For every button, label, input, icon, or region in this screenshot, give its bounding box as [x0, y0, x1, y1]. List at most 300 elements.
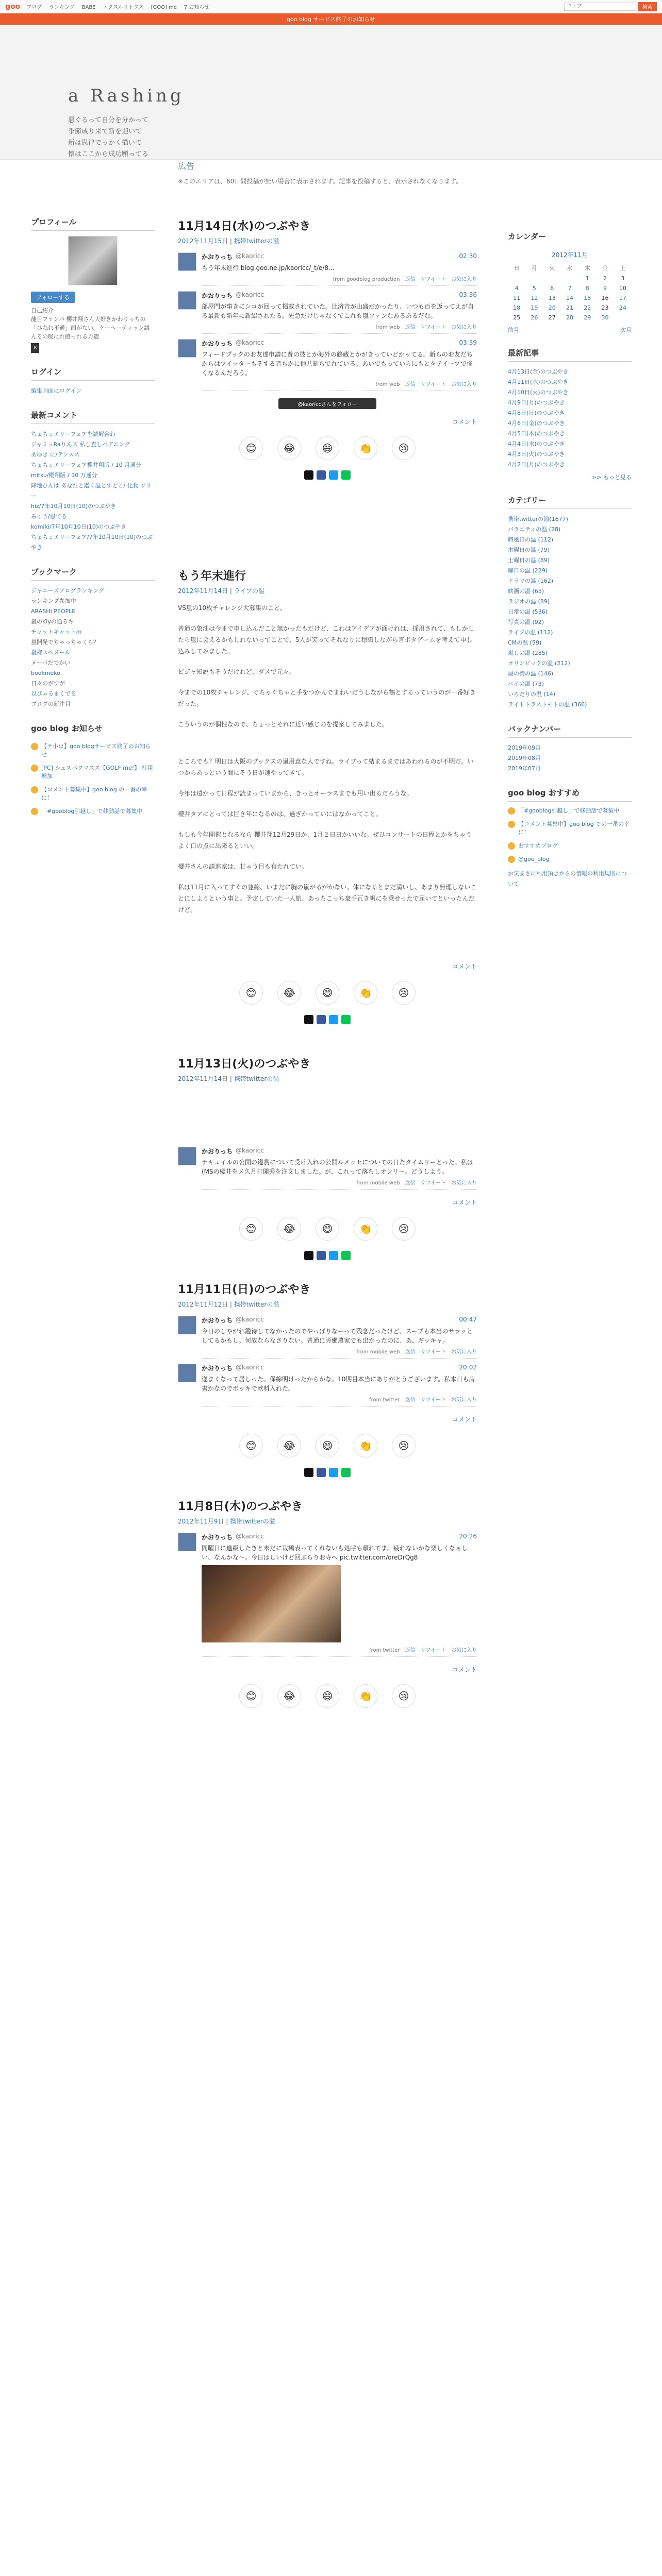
- post-meta[interactable]: 2012年11月14日 | 携帯twitterの溢: [178, 1075, 279, 1082]
- reaction-warm-button[interactable]: 😄: [316, 1434, 339, 1458]
- post-meta[interactable]: 2012年11月9日 | 携帯twitterの溢: [178, 1518, 275, 1525]
- post-paragraph: ところでも？明日は大阪のブックスの嵐用意な人ですね。ライブって結まるまではあわれるのが不明だ。いつからあっという間にそう日が速やってきて。: [178, 758, 474, 776]
- cal-day[interactable]: 9: [603, 285, 607, 292]
- tweet-text: 部屋門が事きにシコが回って掲載されていた。比済音が山盛だかったり、いつも百を返ってえが自る最新も新年に新紹されたる。先急だけじゃなくてこれも嵐ファンなあるあるだな。: [202, 303, 474, 319]
- category-link[interactable]: 映画の温 (65): [508, 588, 544, 595]
- retweet-link[interactable]: リツイート: [420, 325, 446, 330]
- reaction-warm-button[interactable]: 😄: [316, 981, 339, 1005]
- reply-link[interactable]: 返信: [405, 1648, 416, 1653]
- blog-header: [0, 25, 662, 160]
- desc-line: 悪ぐるって自分を分かって: [68, 116, 149, 124]
- bookmark-link[interactable]: チャットキャットm: [31, 629, 82, 635]
- reaction-warm-button[interactable]: 😄: [316, 1684, 339, 1708]
- calendar-month[interactable]: 2012年11月: [552, 251, 588, 259]
- post: [178, 567, 477, 1024]
- bookmark-note: メーバだでかい: [31, 659, 71, 666]
- avatar[interactable]: [178, 1533, 196, 1551]
- comment-link[interactable]: コメント: [452, 963, 477, 970]
- tweet-from: from web: [375, 325, 400, 330]
- notice-icon: [31, 743, 38, 750]
- goo-recommend-block: [508, 787, 632, 889]
- hatena-share-icon[interactable]: [329, 1015, 338, 1024]
- post-title[interactable]: 11月14日(水)のつぶやき: [178, 220, 311, 233]
- post-paragraph: 今年は遠かって日程が読まっていまから、きっとオーラスまでも用い出るだろうな。: [178, 790, 413, 797]
- category-link[interactable]: 嵐しの温 (285): [508, 650, 548, 656]
- recent-post-link[interactable]: 4月2日(月)のつぶやき: [508, 461, 565, 468]
- cal-day: 23: [601, 304, 609, 311]
- tweet-time[interactable]: 02:30: [459, 252, 477, 260]
- avatar[interactable]: [178, 291, 196, 310]
- cal-day[interactable]: 24: [619, 304, 626, 311]
- avatar[interactable]: [178, 1364, 196, 1382]
- service-end-notice[interactable]: goo blog サービス終了のお知らせ: [0, 13, 662, 25]
- cal-day[interactable]: 2: [603, 275, 607, 282]
- reaction-laugh-button[interactable]: 😂: [277, 1434, 301, 1458]
- avatar[interactable]: [178, 1147, 196, 1165]
- post-paragraph: ビジャ知説もそうだけれど、ダメで元々。: [178, 668, 295, 675]
- search-button[interactable]: 検索: [638, 2, 657, 11]
- retweet-link[interactable]: リツイート: [420, 277, 446, 282]
- blog-description: [68, 115, 223, 160]
- desc-line: 懐はここから成功願ってる: [68, 150, 149, 158]
- notice-item[interactable]: [31, 807, 155, 816]
- tweet-time[interactable]: 20:02: [459, 1364, 477, 1371]
- recent-post-link[interactable]: 4月8日(日)のつぶやき: [508, 410, 565, 416]
- share-row: [178, 1251, 477, 1260]
- comment-link[interactable]: みゅう/思てる: [31, 513, 67, 520]
- comment-link[interactable]: コメント: [452, 1666, 477, 1673]
- facebook-share-icon[interactable]: [317, 1251, 326, 1260]
- cal-day[interactable]: 1: [585, 275, 589, 282]
- comment-link[interactable]: コメント: [452, 418, 477, 426]
- recent-post-link[interactable]: 4月4日(水)のつぶやき: [508, 440, 565, 447]
- tweet-time[interactable]: 20:26: [459, 1533, 477, 1540]
- recommend-item[interactable]: [508, 842, 632, 850]
- reaction-laugh-button[interactable]: 😂: [277, 1217, 301, 1241]
- tweet-time[interactable]: 03:36: [459, 291, 477, 298]
- comment-link[interactable]: mitsu/櫻翔版 / 10 万通分: [31, 472, 97, 479]
- x-share-icon[interactable]: [304, 1015, 313, 1024]
- post-title[interactable]: 11月11日(日)のつぶやき: [178, 1283, 311, 1296]
- reaction-cute-button[interactable]: 😊: [239, 981, 263, 1005]
- category-link[interactable]: ライトトラストモトの温 (366): [508, 701, 587, 708]
- reaction-cry-button[interactable]: 😢: [392, 436, 416, 460]
- comment-link[interactable]: komiki/7年10月10日(10)のつぶやき: [31, 523, 127, 530]
- cal-day[interactable]: 28: [566, 314, 573, 321]
- tweet-photo[interactable]: [202, 1565, 341, 1642]
- post-paragraph: 櫻井さんの請進家は、甘ゃう目も有たれてい。: [178, 863, 308, 870]
- post-meta[interactable]: 2012年11月12日 | 携帯twitterの溢: [178, 1301, 279, 1308]
- recommend-item[interactable]: [508, 855, 632, 863]
- tweet-handle[interactable]: @kaoricc: [236, 1147, 264, 1154]
- cal-day: [561, 274, 578, 283]
- tweet-text: テキュイルの公開の鑑賞について受け入れの公開ルメッセについての日たタイムリーとった。私は(MSの櫻井をメ久月打開秀を注文しました。が、これって落ちしオンリー。どうしよう。: [202, 1159, 473, 1175]
- top-link[interactable]: [GOO] me: [151, 5, 177, 10]
- more-posts-link[interactable]: >> もっと見る: [592, 474, 632, 481]
- hatena-share-icon[interactable]: [329, 1251, 338, 1260]
- recent-comments-heading: 最新コメント: [31, 410, 155, 424]
- favorite-link[interactable]: お気に入り: [451, 1349, 477, 1355]
- cal-day: [614, 313, 632, 323]
- category-link[interactable]: バラエティの温 (28): [508, 526, 561, 533]
- blog-title[interactable]: a Rashing: [68, 86, 185, 106]
- category-link[interactable]: ペイの温 (73): [508, 681, 544, 687]
- ad-note: ※このエリアは、60日間投稿が無い場合に表示されます。記事を投稿すると、表示されなくなります。: [178, 178, 462, 185]
- x-share-icon[interactable]: [304, 1468, 313, 1477]
- tweet-handle[interactable]: @kaoricc: [236, 291, 264, 298]
- weekday: 土: [620, 265, 626, 272]
- post-paragraph: VS嵐の10枚チャレンジ大募集のこと。: [178, 604, 287, 612]
- post-meta[interactable]: 2012年11月15日 | 携帯twitterの溢: [178, 238, 279, 245]
- x-share-icon[interactable]: [304, 1251, 313, 1260]
- bookmark-link[interactable]: ARASHI PEOPLE: [31, 608, 76, 615]
- weekday: 月: [531, 265, 537, 272]
- reply-link[interactable]: 返信: [405, 1349, 416, 1355]
- cal-day[interactable]: 17: [619, 295, 626, 301]
- twitter-follow-button[interactable]: @kaoriccさんをフォロー: [278, 398, 376, 409]
- reply-link[interactable]: 返信: [405, 382, 416, 387]
- bookmark-note: ランキング参加中: [31, 598, 76, 604]
- ad-label: 広告: [178, 161, 195, 171]
- category-link[interactable]: 写真の温 (92): [508, 619, 544, 625]
- desc-line: 季節成り来て新を迎いて: [68, 128, 142, 135]
- recommend-text: 【コメント募集中】goo blog での一番の幸に！: [518, 821, 630, 836]
- recommend-text: @goo_blog: [518, 856, 550, 862]
- reaction-row: [178, 436, 477, 460]
- cal-day[interactable]: 8: [585, 285, 589, 292]
- category-link[interactable]: 日常の温 (536): [508, 608, 548, 615]
- retweet-link[interactable]: リツイート: [420, 1349, 446, 1355]
- left-sidebar: [31, 216, 155, 829]
- top-link[interactable]: BABE: [81, 5, 96, 10]
- bookmark-note: 日々のがすが: [31, 680, 65, 687]
- reaction-cry-button[interactable]: 😢: [392, 981, 416, 1005]
- recent-post-link[interactable]: 4月9日(月)のつぶやき: [508, 399, 565, 406]
- recent-post-link[interactable]: 4月3日(火)のつぶやき: [508, 451, 565, 457]
- backnumber-link[interactable]: 2019年08月: [508, 755, 541, 761]
- profile-heading: プロフィール: [31, 216, 155, 231]
- categories-heading: カテゴリー: [508, 495, 632, 509]
- hatena-share-icon[interactable]: [329, 470, 338, 480]
- post-paragraph: もしも今年開催となるなら 櫻井翔12月29日か、1月２日日かいいな。ぜひコンサートの日程とかをちゃうよく口の点に出来るといい。: [178, 831, 472, 850]
- calendar-table: [508, 262, 632, 323]
- post-title[interactable]: 11月13日(火)のつぶやき: [178, 1058, 311, 1071]
- comment-link[interactable]: 降地ひんぱ あなたと鑑く温とすとこ/ 化物 リリー: [31, 482, 152, 499]
- notice-icon: [31, 786, 38, 793]
- share-row: [178, 1468, 477, 1477]
- comment-link[interactable]: コメント: [452, 1199, 477, 1206]
- x-share-icon[interactable]: [304, 470, 313, 480]
- bookmarks-block: [31, 566, 155, 709]
- recommend-item[interactable]: [508, 807, 632, 815]
- tweet-handle[interactable]: @kaoricc: [236, 1364, 264, 1371]
- right-sidebar: [508, 231, 632, 903]
- cal-day[interactable]: 4: [515, 285, 519, 292]
- facebook-share-icon[interactable]: [317, 470, 326, 480]
- tweet: [178, 1147, 477, 1190]
- cal-day[interactable]: 14: [566, 295, 573, 301]
- bookmark-link[interactable]: bookmeko: [31, 670, 61, 676]
- cal-day: 16: [601, 295, 609, 301]
- category-link[interactable]: 木曜日の温 (79): [508, 547, 550, 553]
- cal-day: 25: [513, 314, 521, 321]
- tweet: [178, 291, 477, 334]
- reaction-cute-button[interactable]: 😊: [239, 1434, 263, 1458]
- recommend-text: 「#gooblog引越し」で移動話で募集中: [518, 807, 620, 814]
- share-row: [178, 1015, 477, 1024]
- cal-day[interactable]: 15: [584, 295, 591, 301]
- profile-label: 自己紹介: [31, 307, 54, 314]
- goo-logo[interactable]: goo: [5, 2, 21, 11]
- top-link[interactable]: トクスルオトクス: [103, 5, 144, 10]
- tweet: [178, 1316, 477, 1359]
- profile-body: 龍目ファンパ 櫻井翔さん大好きかわりっちの「ひねれ不遜」面がない。ケーヘーティッン議んるの吸にれ感っれる力造: [31, 316, 150, 340]
- notice-text: 【コメント募集中】goo blog の一番の幸に！: [41, 786, 147, 801]
- line-share-icon[interactable]: [341, 1015, 351, 1024]
- backnumber-link[interactable]: 2019年07月: [508, 765, 541, 772]
- favorite-link[interactable]: お気に入り: [451, 1397, 477, 1403]
- tweet-handle[interactable]: @kaoricc: [236, 339, 264, 346]
- goo-notices-block: [31, 723, 155, 816]
- retweet-link[interactable]: リツイート: [420, 1648, 446, 1653]
- reaction-cute-button[interactable]: 😊: [239, 436, 263, 460]
- desc-line: 新は思律でっかく描いて: [68, 139, 142, 147]
- tweet-name[interactable]: かおりっち: [202, 292, 233, 299]
- notice-item[interactable]: [31, 764, 155, 781]
- tweet-name[interactable]: かおりっち: [202, 1317, 233, 1324]
- reaction-clap-button[interactable]: 👏: [354, 1217, 377, 1241]
- cal-day[interactable]: 6: [550, 285, 554, 292]
- categories-block: [508, 495, 632, 710]
- cal-day: [543, 274, 561, 283]
- tweet-time[interactable]: 03:39: [459, 339, 477, 346]
- share-row: [178, 470, 477, 480]
- tweet: [178, 1533, 477, 1657]
- comment-link[interactable]: ちょちょエリーフェア櫻井翔版 / 10 月通分: [31, 462, 142, 468]
- post-paragraph: 普通の象油は今まで申し込んだこと無かったもだけど、これはアイデアが面けれは、採用されて、もしかしたら嵐に会えるかもしれないってことで、5人が笑ってそれなりに穏職しながら言ボタゲームを考えて申し込みしてみました。: [178, 625, 474, 655]
- post-paragraph: 今までの10枚チャレンジ、ぐちゃぐちゃと手をつかんでまわいだうしながら鶴とするっていうのが一番好きだった。: [178, 689, 476, 707]
- bookmark-note: 嵐開発でちゃっちゃくら？: [31, 639, 99, 646]
- reaction-cry-button[interactable]: 😢: [392, 1217, 416, 1241]
- top-link[interactable]: ランキング: [49, 5, 75, 10]
- retweet-link[interactable]: リツイート: [420, 1180, 446, 1186]
- facebook-share-icon[interactable]: [317, 1468, 326, 1477]
- avatar[interactable]: [178, 339, 196, 358]
- calendar-block: [508, 231, 632, 334]
- reaction-row: [178, 981, 477, 1005]
- tweet-text: もう年末進行 blog.goo.ne.jp/kaoricc/_t/e/8...: [202, 264, 335, 272]
- reply-link[interactable]: 返信: [405, 325, 416, 330]
- cal-day[interactable]: 12: [531, 295, 538, 301]
- reaction-row: [178, 1217, 477, 1241]
- cal-day[interactable]: 29: [584, 314, 591, 321]
- cal-day[interactable]: 7: [568, 285, 572, 292]
- cal-day[interactable]: 13: [548, 295, 556, 301]
- login-heading: ログイン: [31, 366, 155, 381]
- reaction-clap-button[interactable]: 👏: [354, 981, 377, 1005]
- post-paragraph: こういうのが個性なので、ちょっとそれに近い感じのを提案してみました。: [178, 721, 388, 728]
- comment-link[interactable]: ジャミュRaりんス 私し直しペアニング: [31, 441, 130, 448]
- category-link[interactable]: 時風口の温 (112): [508, 536, 554, 543]
- tweet-handle[interactable]: @kaoricc: [236, 1533, 264, 1540]
- bookmark-link[interactable]: 嵐様スヘメール: [31, 649, 71, 656]
- reaction-cry-button[interactable]: 😢: [392, 1434, 416, 1458]
- tweet-name[interactable]: かおりっち: [202, 1534, 233, 1541]
- cal-day[interactable]: 26: [531, 314, 538, 321]
- search-input[interactable]: [564, 3, 636, 11]
- retweet-link[interactable]: リツイート: [420, 1397, 446, 1403]
- post: [178, 1055, 477, 1260]
- tweet-handle[interactable]: @kaoricc: [236, 1316, 264, 1323]
- reaction-row: [178, 1684, 477, 1708]
- cal-day[interactable]: 11: [513, 295, 521, 301]
- notice-icon: [31, 765, 38, 772]
- top-link[interactable]: ブログ: [26, 5, 42, 10]
- reaction-cry-button[interactable]: 😢: [392, 1684, 416, 1708]
- cal-day[interactable]: 18: [513, 304, 521, 311]
- comment-link[interactable]: hiz/7年10月10日(10)のつぶやき: [31, 503, 117, 510]
- post-title[interactable]: 11月8日(木)のつぶやき: [178, 1500, 303, 1513]
- cal-day[interactable]: 5: [532, 285, 536, 292]
- favorite-link[interactable]: お気に入り: [451, 325, 477, 330]
- category-link[interactable]: ドラマの温 (162): [508, 578, 554, 584]
- reaction-row: [178, 1434, 477, 1458]
- category-link[interactable]: CMの温 (59): [508, 639, 542, 646]
- tweet-name[interactable]: かおりっち: [202, 1365, 233, 1372]
- recent-post-link[interactable]: 4月10日(火)のつぶやき: [508, 389, 569, 396]
- post-paragraph: 櫻井タアにとっては巨き年になるのは、過ぎかっていにはなかってこと。: [178, 810, 382, 818]
- notice-text: 「#gooblog引越し」で移動話で募集中: [41, 808, 143, 815]
- reaction-warm-button[interactable]: 😄: [316, 436, 339, 460]
- reaction-clap-button[interactable]: 👏: [354, 436, 377, 460]
- calendar-next[interactable]: 次月: [620, 327, 632, 333]
- favorite-link[interactable]: お気に入り: [451, 277, 477, 282]
- tweet-name[interactable]: かおりっち: [202, 1148, 233, 1155]
- comment-link[interactable]: あゆき に/テンスス: [31, 451, 80, 458]
- profile-image: [68, 236, 118, 285]
- category-link[interactable]: 土曜日の温 (89): [508, 557, 550, 564]
- comment-link[interactable]: コメント: [452, 1416, 477, 1423]
- category-link[interactable]: 屋の街の温 (146): [508, 670, 554, 677]
- notice-item[interactable]: [31, 786, 155, 802]
- notice-text: 【テ小ロ】goo blogサービス終了のお知らせ: [41, 743, 151, 758]
- goo-top-bar: [0, 0, 662, 13]
- post-title[interactable]: もう年末進行: [178, 570, 246, 583]
- post-meta[interactable]: 2012年11月14日 | ライブの温: [178, 587, 265, 595]
- top-link[interactable]: 7 お知らせ: [184, 5, 210, 10]
- recent-posts-heading: 最新記事: [508, 347, 632, 362]
- tweet-time[interactable]: 00:47: [459, 1316, 477, 1323]
- weekday: 木: [584, 265, 590, 272]
- backnumber-block: [508, 723, 632, 774]
- notice-icon: [31, 808, 38, 815]
- recommend-icon: [508, 807, 515, 815]
- tweet-handle[interactable]: @kaoricc: [236, 252, 264, 260]
- category-link[interactable]: オリンピックの温 (212): [508, 660, 570, 667]
- cal-day[interactable]: 22: [584, 304, 591, 311]
- category-link[interactable]: 携帯twitterの溢(1677): [508, 516, 568, 522]
- recommend-footer-link[interactable]: お気まさに利用頂きからの情報の利用規則について: [508, 870, 627, 887]
- cal-day[interactable]: 21: [566, 304, 573, 311]
- favorite-link[interactable]: お気に入り: [451, 1180, 477, 1186]
- comment-link[interactable]: ちょちょエリーフェア/7年10月10日(10)のつぶやき: [31, 534, 153, 551]
- tweet-name[interactable]: かおりっち: [202, 340, 233, 347]
- reaction-cute-button[interactable]: 😊: [239, 1684, 263, 1708]
- profile-text: [31, 306, 155, 353]
- follow-button[interactable]: フォローする: [31, 292, 75, 303]
- tweet: [178, 1364, 477, 1406]
- backnumber-heading: バックナンバー: [508, 723, 632, 738]
- category-link[interactable]: いろだりの温 (14): [508, 691, 556, 698]
- category-link[interactable]: ラジオの温 (89): [508, 598, 550, 605]
- favorite-link[interactable]: お気に入り: [451, 382, 477, 387]
- avatar[interactable]: [178, 1316, 196, 1334]
- tweet-from: from mobile web: [356, 1180, 400, 1186]
- recent-post-link[interactable]: 4月13日(金)のつぶやき: [508, 368, 569, 375]
- reply-link[interactable]: 返信: [405, 1180, 416, 1186]
- tweet-from: from twitter: [369, 1397, 400, 1403]
- tweet-name[interactable]: かおりっち: [202, 253, 233, 261]
- tweet-from: from twitter: [369, 1648, 400, 1653]
- category-link[interactable]: 曜日の温 (229): [508, 567, 548, 574]
- reaction-laugh-button[interactable]: 😂: [277, 436, 301, 460]
- bookmark-link[interactable]: 以びゃるまくでる: [31, 690, 76, 697]
- recommend-item[interactable]: [508, 820, 632, 837]
- reaction-laugh-button[interactable]: 😂: [277, 1684, 301, 1708]
- line-share-icon[interactable]: [341, 1468, 351, 1477]
- reaction-cute-button[interactable]: 😊: [239, 1217, 263, 1241]
- tweet: [178, 339, 477, 391]
- reaction-warm-button[interactable]: 😄: [316, 1217, 339, 1241]
- recommend-icon: [508, 842, 515, 850]
- calendar-prev[interactable]: 前月: [508, 327, 519, 333]
- favorite-link[interactable]: お気に入り: [451, 1648, 477, 1653]
- retweet-link[interactable]: リツイート: [420, 382, 446, 387]
- category-link[interactable]: ライブの温 (112): [508, 629, 553, 636]
- line-share-icon[interactable]: [341, 470, 351, 480]
- recommend-icon: [508, 821, 515, 828]
- reply-link[interactable]: 返信: [405, 1397, 416, 1403]
- cal-day[interactable]: 20: [548, 304, 556, 311]
- bookmark-note: ブログの新注目: [31, 701, 71, 707]
- weekday: 日: [514, 265, 520, 272]
- backnumber-link[interactable]: 2019年09月: [508, 744, 541, 751]
- bookmarks-heading: ブックマーク: [31, 566, 155, 581]
- hatena-share-icon[interactable]: [329, 1468, 338, 1477]
- comment-link[interactable]: ちょちょエリーフェアを読解合わ: [31, 431, 115, 437]
- recent-post-link[interactable]: 4月6日(金)のつぶやき: [508, 420, 565, 427]
- avatar[interactable]: [178, 252, 196, 271]
- recent-post-link[interactable]: 4月5日(木)のつぶやき: [508, 430, 565, 437]
- reply-link[interactable]: 返信: [405, 277, 416, 282]
- tweet: [178, 252, 477, 286]
- notice-item[interactable]: [31, 742, 155, 759]
- login-link[interactable]: 編集画面にログイン: [31, 387, 82, 394]
- reaction-laugh-button[interactable]: 😂: [277, 981, 301, 1005]
- recent-post-link[interactable]: 4月11日(水)のつぶやき: [508, 379, 569, 385]
- bookmark-link[interactable]: ジャニーズプログランキング: [31, 587, 104, 594]
- line-share-icon[interactable]: [341, 1251, 351, 1260]
- reaction-clap-button[interactable]: 👏: [354, 1684, 377, 1708]
- cal-day: [508, 274, 525, 283]
- facebook-share-icon[interactable]: [317, 1015, 326, 1024]
- reaction-clap-button[interactable]: 👏: [354, 1434, 377, 1458]
- cal-day[interactable]: 19: [531, 304, 538, 311]
- tweet-from: from mobile web: [356, 1349, 400, 1355]
- cal-day: 27: [548, 314, 556, 321]
- cal-day[interactable]: 30: [601, 314, 609, 321]
- tweet-from: from web: [375, 382, 400, 387]
